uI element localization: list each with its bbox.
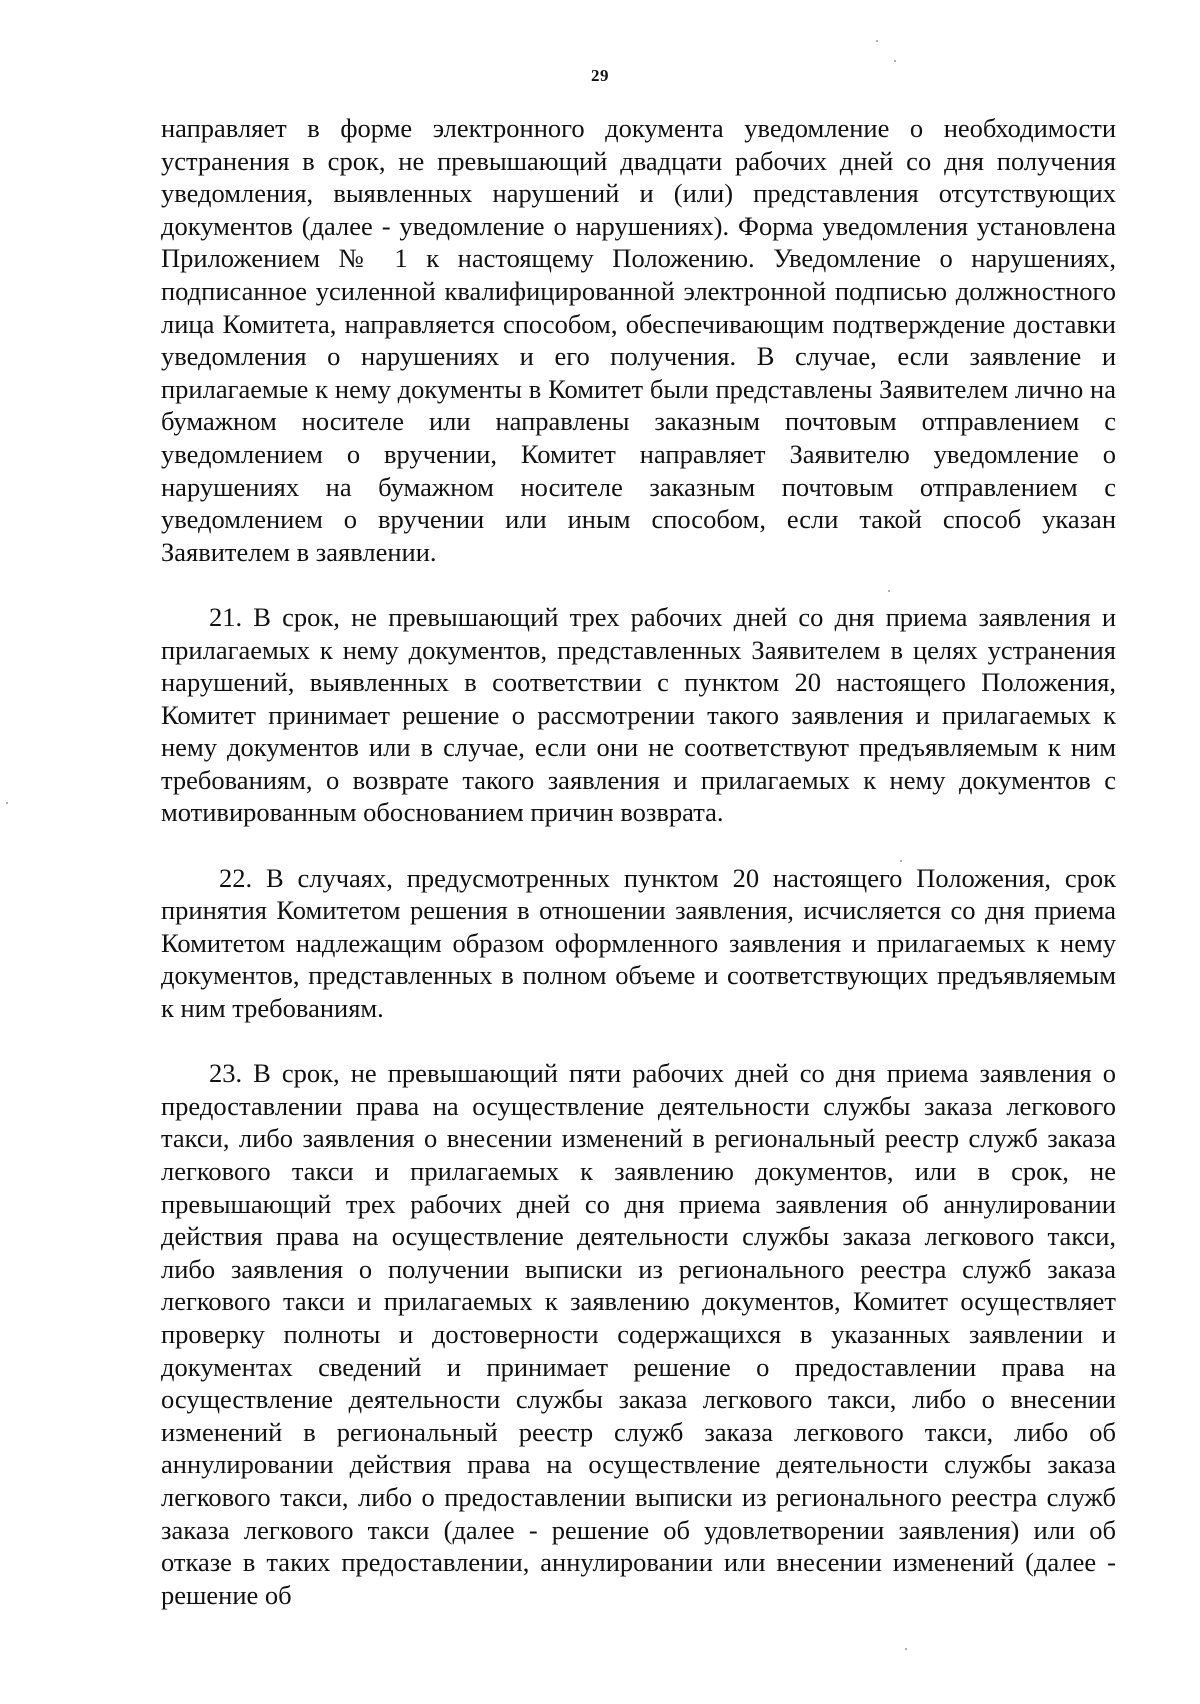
document-body — [161, 112, 1116, 1611]
page-number: 29 — [591, 66, 609, 85]
paragraph-23: 23. В срок, не превышающий пяти рабочих дней со дня приема заявления о предоставлении права на осуществление деятельности службы заказа легкового такси, либо заявления о внесении изменений в региональный реестр служб заказа легкового такси и прилагаемых к заявлению документов, или в срок, не превышающий трех рабочих дней со дня приема заявления об аннулировании действия права на осуществление деятельности службы заказа легкового такси, либо заявления о получении выписки из регионального реестра служб заказа легкового такси и прилагаемых к заявлению документов, Комитет осуществляет проверку полноты и достоверности содержащихся в указанных заявлении и документах сведений и принимает решение о предоставлении права на осуществление деятельности службы заказа легкового такси, либо о внесении изменений в региональный реестр служб заказа легкового такси, либо об аннулировании действия права на осуществление деятельности службы заказа легкового такси, либо о предоставлении выписки из регионального реестра служб заказа легкового такси (далее - решение об удовлетворении заявления) или об отказе в таких предоставлении, аннулировании или внесении изменений (далее - решение об — [161, 1058, 1116, 1610]
scan-artifact — [894, 60, 896, 62]
scan-artifact — [888, 590, 890, 592]
scan-artifact — [905, 1648, 907, 1650]
scan-artifact — [900, 860, 902, 862]
scan-artifact — [6, 802, 8, 804]
paragraph-21: 21. В срок, не превышающий трех рабочих дней со дня приема заявления и прилагаемых к нему документов, представленных Заявителем в целях устранения нарушений, выявленных в соответствии с пунктом 20 настоящего Положения, Комитет принимает решение о рассмотрении такого заявления и прилагаемых к нему документов или в случае, если они не соответствуют предъявляемым к ним требованиям, о возврате такого заявления и прилагаемых к нему документов с мотивированным обоснованием причин возврата. — [161, 601, 1116, 828]
paragraph-22: 22. В случаях, предусмотренных пунктом 20 настоящего Положения, срок принятия Комитетом решения в отношении заявления, исчисляется со дня приема Комитетом надлежащим образом оформленного заявления и прилагаемых к нему документов, представленных в полном объеме и соответствующих предъявляемым к ним требованиям. — [161, 862, 1116, 1024]
scan-artifact — [876, 40, 878, 42]
paragraph-continuation: направляет в форме электронного документа уведомление о необходимости устранения в срок, не превышающий двадцати рабочих дней со дня получения уведомления, выявленных нарушений и (или) представления отсутствующих документов (далее - уведомление о нарушениях). Форма уведомления установлена Приложением № 1 к настоящему Положению. Уведомление о нарушениях, подписанное усиленной квалифицированной электронной подписью должностного лица Комитета, направляется способом, обеспечивающим подтверждение доставки уведомления о нарушениях и его получения. В случае, если заявление и прилагаемые к нему документы в Комитет были представлены Заявителем лично на бумажном носителе или направлены заказным почтовым отправлением с уведомлением о вручении, Комитет направляет Заявителю уведомление о нарушениях на бумажном носителе заказным почтовым отправлением с уведомлением о вручении или иным способом, если такой способ указан Заявителем в заявлении. — [161, 113, 1116, 567]
